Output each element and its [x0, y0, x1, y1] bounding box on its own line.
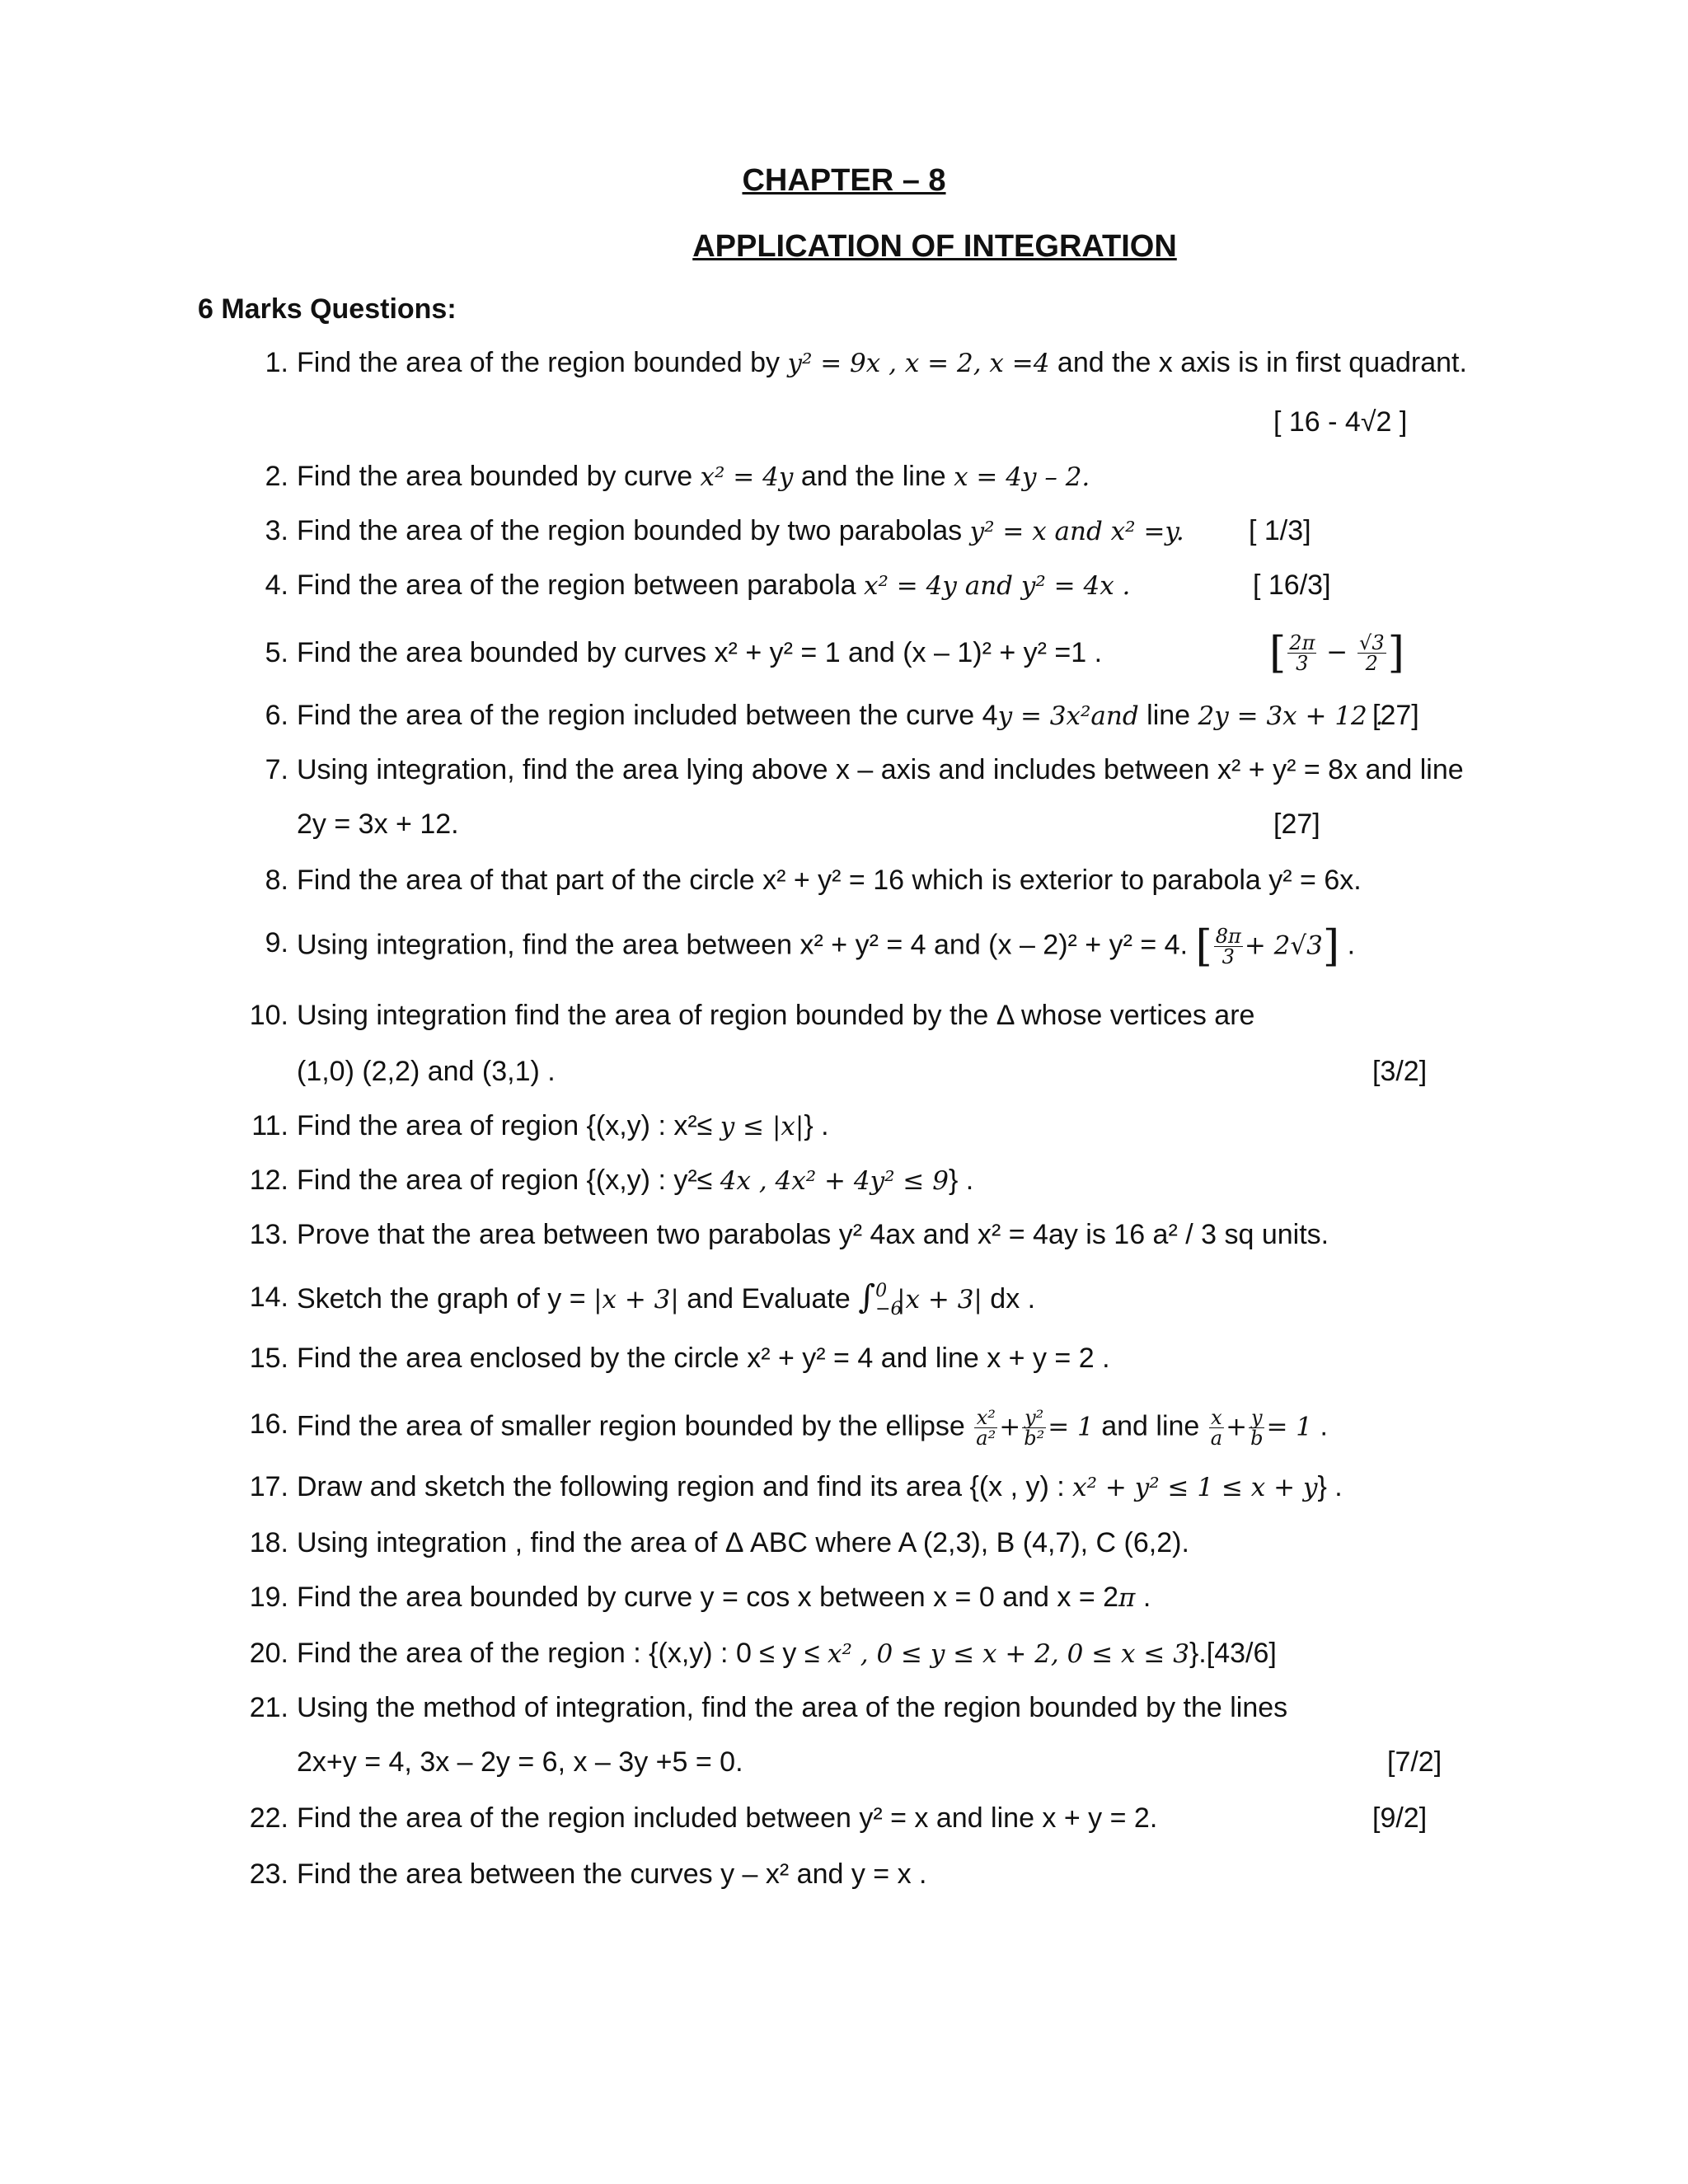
question-number: 9. [265, 927, 288, 958]
question-number: 18. [249, 1527, 288, 1558]
question-number: 20. [249, 1638, 288, 1669]
math-segment: |x + 3| [593, 1285, 679, 1315]
numerator: 2π [1289, 631, 1315, 654]
numerator: x² [974, 1408, 997, 1428]
question-text [297, 921, 1356, 972]
text-segment: Draw and sketch the following region and find its area {(x , y) : [297, 1471, 1073, 1502]
numerator: y [1249, 1408, 1264, 1428]
text-segment: Using integration, find the area between x² + y² = 4 and (x – 2)² + y² = 4. [297, 929, 1189, 961]
fraction [974, 1408, 997, 1448]
fraction [1357, 633, 1386, 673]
question-text [297, 346, 1467, 380]
text-segment: and the x axis is in first quadrant. [1049, 347, 1467, 378]
text-segment: Find the area of region {(x,y) : y²≤ [297, 1165, 720, 1196]
text-segment: } . [948, 1165, 974, 1196]
question-7-continued: 2y = 3x + 12. [297, 808, 459, 840]
text-segment: Find the area bounded by curve [297, 461, 701, 492]
question-text [297, 1408, 1328, 1448]
question-text: Prove that the area between two parabolas y² 4ax and x² = 4ay is 16 a² / 3 sq units. [297, 1219, 1329, 1250]
question-text [297, 699, 1384, 733]
answer-3: [ 1/3] [1249, 515, 1311, 546]
question-text: Using the method of integration, find the area of the region bounded by the lines [297, 1692, 1288, 1723]
text-segment: } . [1317, 1471, 1343, 1502]
question-text [297, 514, 1184, 548]
question-text: Find the area bounded by curves x² + y² = 1 and (x – 1)² + y² =1 . [297, 637, 1103, 668]
question-number: 3. [265, 515, 288, 546]
text-segment: Find the area of smaller region bounded by the ellipse [297, 1410, 973, 1442]
answer-7: [27] [1273, 808, 1320, 840]
question-text: Using integration , find the area of Δ ABC where A (2,3), B (4,7), C (6,2). [297, 1527, 1189, 1558]
text-segment: and the line [793, 461, 954, 492]
math-segment: π [1118, 1583, 1136, 1613]
plus-sign: + [1226, 1412, 1248, 1442]
question-number: 13. [249, 1219, 288, 1250]
text-segment: Find the area of the region bounded by two parabolas [297, 515, 970, 546]
answer-5 [1269, 628, 1404, 678]
question-number: 23. [249, 1858, 288, 1890]
math-segment: = 1 [1048, 1412, 1094, 1442]
math-segment: x = 4y – 2. [954, 462, 1090, 492]
math-segment: y² = x and x² =y. [969, 517, 1184, 546]
question-text: Find the area between the curves y – x² and y = x . [297, 1858, 927, 1890]
question-number: 10. [249, 1000, 288, 1031]
answer-20: .[43/6] [1198, 1638, 1277, 1669]
math-segment: + 2√3 [1244, 930, 1323, 961]
question-text: Using integration find the area of region bounded by the Δ whose vertices are [297, 1000, 1255, 1031]
math-segment: y² = 9x , x = 2, x =4 [787, 349, 1050, 378]
answer-22: [9/2] [1372, 1802, 1428, 1834]
math-segment: x² = 4y and y² = 4x . [864, 571, 1131, 601]
question-text [297, 1278, 1036, 1320]
integral-limits [875, 1281, 903, 1320]
denominator: 3 [1296, 652, 1309, 675]
denominator: b [1250, 1427, 1264, 1450]
question-text [297, 460, 1090, 494]
question-text [297, 1164, 973, 1197]
text-segment: . [1339, 929, 1356, 961]
question-number: 14. [249, 1282, 288, 1313]
math-segment: x² = 4y [700, 462, 794, 492]
question-number: 21. [249, 1692, 288, 1723]
numerator: 8π [1215, 925, 1241, 948]
fraction [1249, 1408, 1264, 1448]
section-heading: 6 Marks Questions: [198, 293, 457, 325]
math-segment: y ≤ |x| [720, 1112, 804, 1141]
bracket-close: ] [1387, 628, 1404, 678]
text-segment: dx . [982, 1283, 1036, 1315]
answer-6: [27] [1372, 700, 1419, 731]
denominator: b² [1024, 1427, 1045, 1450]
text-segment: line [1138, 700, 1198, 731]
question-21-continued: 2x+y = 4, 3x – 2y = 6, x – 3y +5 = 0. [297, 1746, 743, 1778]
question-number: 8. [265, 865, 288, 896]
question-number: 7. [265, 754, 288, 785]
text-segment: and Evaluate [678, 1283, 859, 1315]
fraction [1287, 633, 1316, 673]
minus-sign: − [1318, 637, 1357, 668]
question-text: Using integration, find the area lying above x – axis and includes between x² + y² = 8x and line [297, 754, 1464, 785]
text-segment: and line [1093, 1410, 1207, 1442]
bracket-open: [ [1195, 921, 1212, 972]
fraction [1209, 1408, 1224, 1448]
text-segment: Sketch the graph of y = [297, 1283, 594, 1315]
question-number: 2. [265, 461, 288, 492]
question-text [297, 1470, 1343, 1504]
page-title: APPLICATION OF INTEGRATION [692, 229, 1177, 264]
question-number: 1. [265, 347, 288, 378]
chapter-heading: CHAPTER – 8 [742, 163, 946, 198]
question-text: Find the area of the region included between y² = x and line x + y = 2. [297, 1802, 1158, 1834]
plus-sign: + [999, 1412, 1021, 1442]
math-segment: = 1 [1266, 1412, 1312, 1442]
question-number: 5. [265, 637, 288, 668]
denominator: 2 [1365, 652, 1378, 675]
question-number: 19. [249, 1582, 288, 1613]
math-segment: 4x , 4x² + 4y² ≤ 9 [720, 1166, 949, 1196]
text-segment: . [1312, 1410, 1328, 1442]
integral-sign: ∫ [858, 1278, 876, 1316]
answer-10: [3/2] [1372, 1056, 1428, 1087]
text-segment: Find the area of the region : {(x,y) : 0 ≤ y ≤ [297, 1638, 828, 1669]
question-text [297, 1637, 1277, 1671]
question-text [297, 1109, 829, 1143]
question-number: 17. [249, 1471, 288, 1502]
question-number: 11. [251, 1110, 288, 1141]
fraction [1022, 1408, 1046, 1448]
numerator: √3 [1359, 631, 1385, 654]
math-segment: x² , 0 ≤ y ≤ x + 2, 0 ≤ x ≤ 3 [827, 1639, 1189, 1669]
question-text: Find the area enclosed by the circle x² + y² = 4 and line x + y = 2 . [297, 1343, 1110, 1374]
numerator: x [1209, 1408, 1224, 1428]
question-10-continued: (1,0) (2,2) and (3,1) . [297, 1056, 556, 1087]
math-segment: y = 3x²and [997, 701, 1139, 731]
math-segment: x² + y² ≤ 1 ≤ x + y [1072, 1473, 1318, 1502]
question-number: 15. [249, 1343, 288, 1374]
math-segment: |x + 3| [897, 1285, 982, 1315]
text-segment: } . [804, 1110, 829, 1141]
math-segment: 2y = 3x + 12 . [1198, 701, 1384, 731]
question-text: Find the area of that part of the circle x² + y² = 16 which is exterior to parabola y² = 6x. [297, 865, 1362, 896]
fraction [1214, 926, 1243, 967]
bracket-open: [ [1269, 628, 1287, 678]
text-segment: Find the area of the region included between the curve 4 [297, 700, 998, 731]
upper-limit: 0 [875, 1281, 888, 1302]
question-number: 6. [265, 700, 288, 731]
text-segment: Find the area of the region bounded by [297, 347, 788, 378]
answer-21: [7/2] [1387, 1746, 1442, 1778]
lower-limit: −6 [875, 1299, 903, 1320]
text-segment: . [1135, 1582, 1151, 1613]
denominator: a² [976, 1427, 996, 1450]
text-segment: } [1189, 1638, 1199, 1669]
text-segment: Find the area of the region between parabola [297, 569, 865, 601]
answer-4: [ 16/3] [1253, 569, 1331, 601]
question-number: 22. [249, 1802, 288, 1834]
question-number: 12. [249, 1165, 288, 1196]
text-segment: Find the area bounded by curve y = cos x between x = 0 and x = 2 [297, 1582, 1119, 1613]
question-text [297, 569, 1130, 602]
question-number: 4. [265, 569, 288, 601]
numerator: y² [1022, 1408, 1046, 1428]
question-number: 16. [249, 1408, 288, 1440]
denominator: 3 [1221, 945, 1235, 968]
denominator: a [1210, 1427, 1223, 1450]
question-text [297, 1581, 1151, 1615]
answer-1: [ 16 - 4√2 ] [1273, 406, 1408, 438]
text-segment: Find the area of region {(x,y) : x²≤ [297, 1110, 720, 1141]
bracket-close: ] [1322, 921, 1340, 972]
